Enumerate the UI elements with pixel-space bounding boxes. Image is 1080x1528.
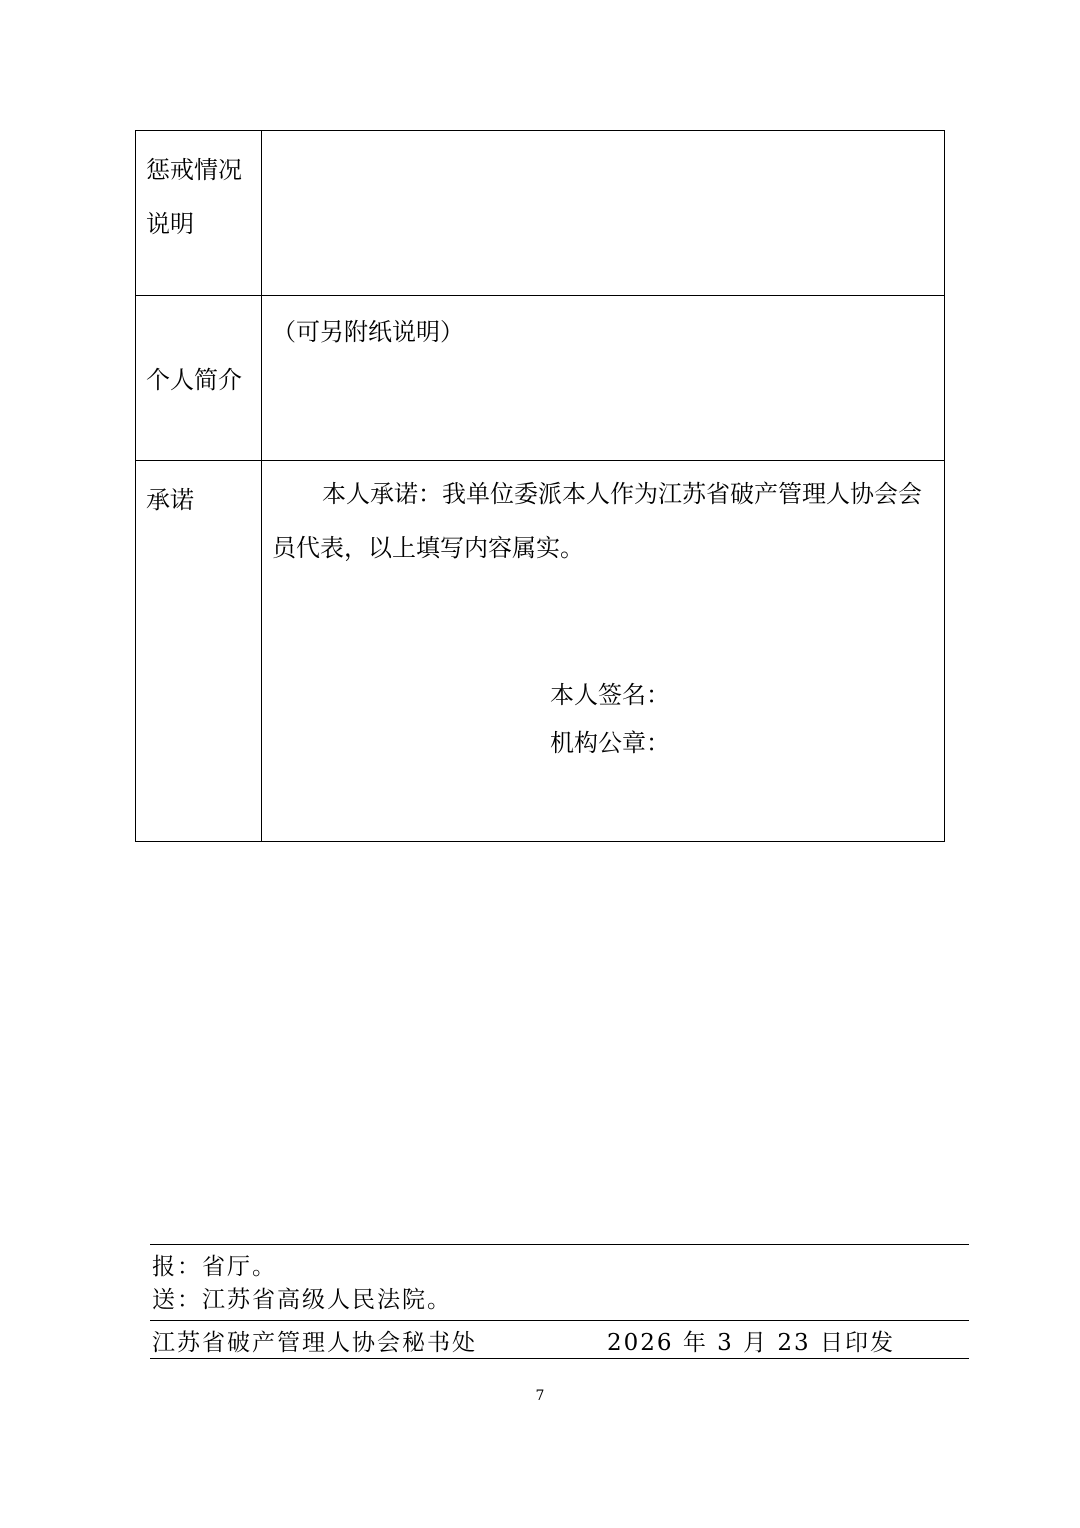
report-to-line: 报：省厅。 <box>152 1254 277 1280</box>
footer-top-divider <box>150 1244 969 1245</box>
discipline-label-line1: 惩戒情况 <box>146 156 242 184</box>
footer-mid-divider <box>150 1320 969 1321</box>
promise-value-cell <box>262 461 945 842</box>
discipline-row <box>136 131 945 296</box>
discipline-label-line2: 说明 <box>146 210 194 238</box>
footer-bottom-divider <box>150 1358 969 1359</box>
registration-form-table <box>135 130 945 842</box>
discipline-value-cell[interactable] <box>262 131 945 296</box>
bio-note: （可另附纸说明） <box>272 318 464 346</box>
page-number: 7 <box>535 1388 545 1404</box>
issue-date: 2026 年 3 月 23 日印发 <box>607 1330 895 1356</box>
discipline-label-cell <box>136 131 262 296</box>
send-to-line: 送：江苏省高级人民法院。 <box>152 1287 452 1313</box>
promise-row <box>136 461 945 842</box>
discipline-label <box>136 131 261 251</box>
seal-field[interactable]: 机构公章： <box>550 729 670 757</box>
promise-label: 承诺 <box>146 486 194 514</box>
bio-label: 个人简介 <box>146 366 242 394</box>
issuer-line: 江苏省破产管理人协会秘书处 <box>152 1330 477 1356</box>
promise-text: 本人承诺：我单位委派本人作为江苏省破产管理人协会会员代表，以上填写内容属实。 <box>272 480 922 562</box>
promise-label-cell <box>136 461 262 842</box>
bio-value-cell[interactable] <box>262 296 945 461</box>
bio-label-cell <box>136 296 262 461</box>
bio-row <box>136 296 945 461</box>
signature-field[interactable]: 本人签名： <box>550 681 670 709</box>
